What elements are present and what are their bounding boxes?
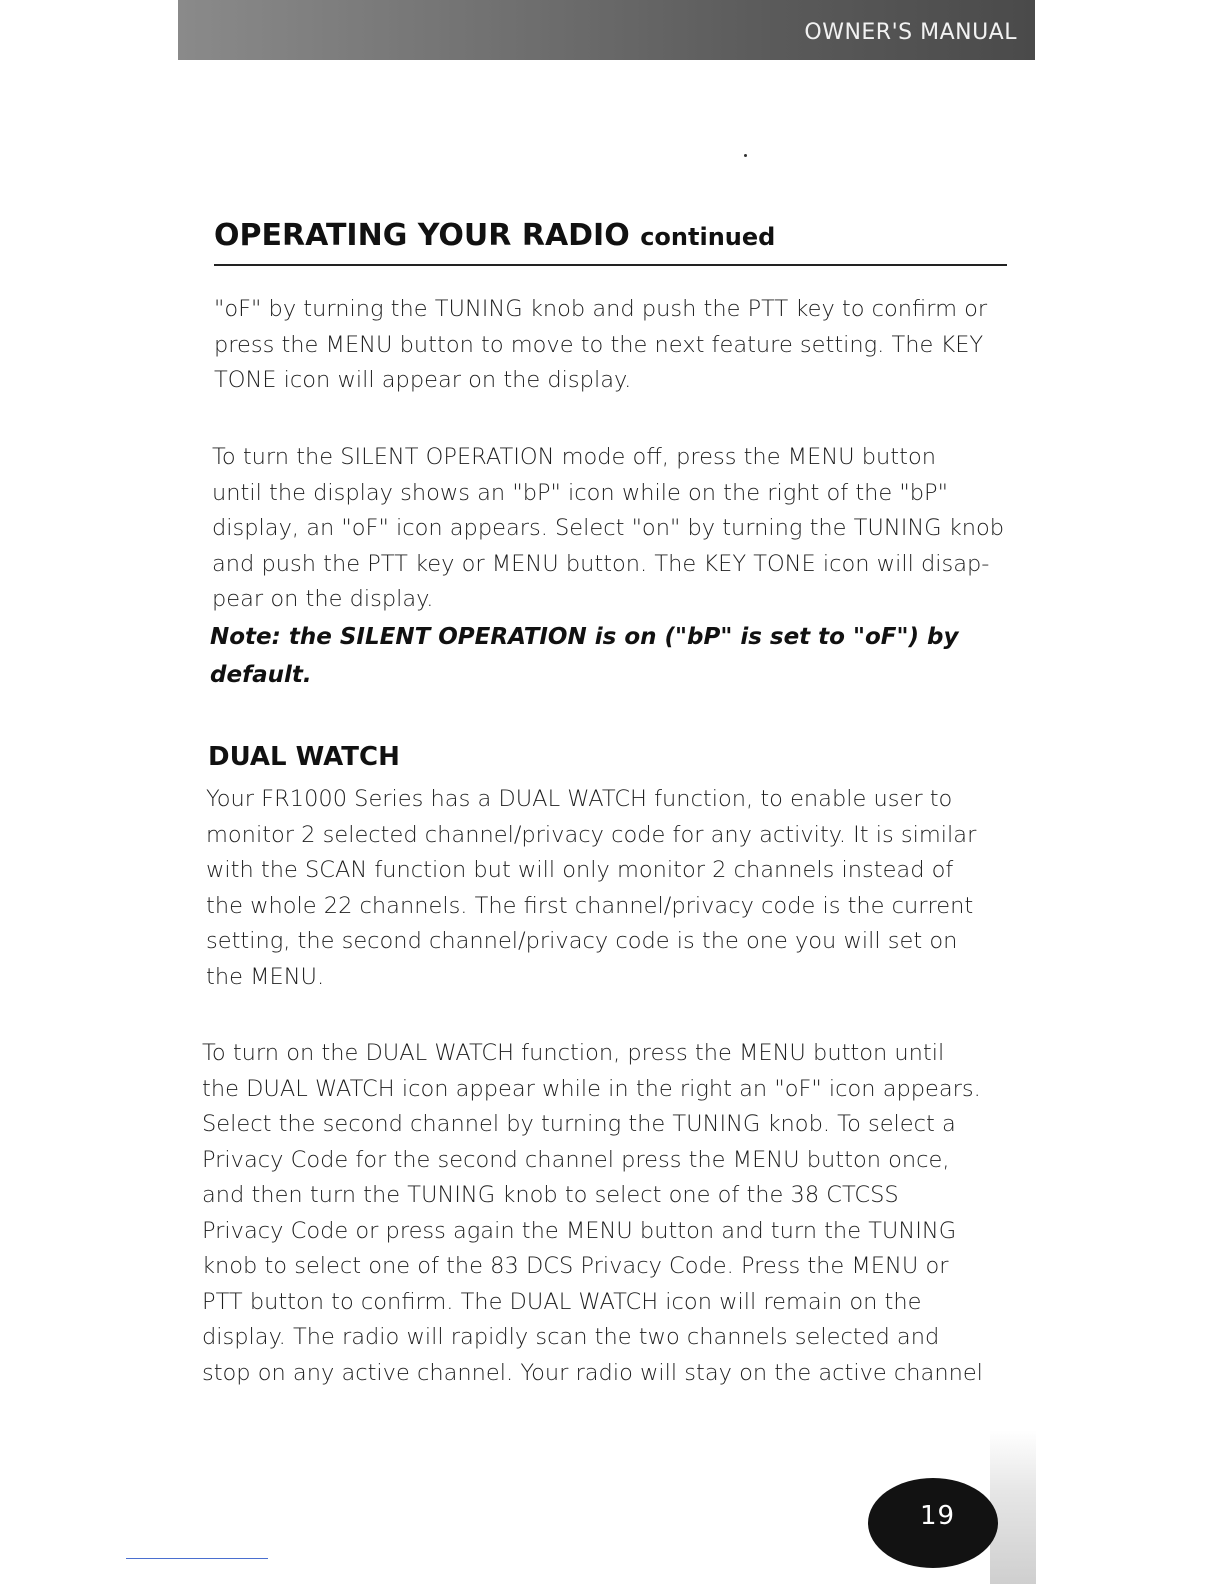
footer-rule	[126, 1558, 268, 1559]
text-line: Your FR1000 Series has a DUAL WATCH function, to enable user to	[206, 786, 953, 812]
text-line: until the display shows an "bP" icon while on the right of the "bP"	[212, 479, 948, 506]
text-line: display. The radio will rapidly scan the two channels selected and	[202, 1324, 940, 1350]
text-line: stop on any active channel. Your radio will stay on the active channel	[202, 1359, 983, 1386]
text-line: the whole 22 channels. The first channel/privacy code is the current	[206, 892, 974, 919]
page-number: 19	[920, 1501, 956, 1531]
note-line: default.	[210, 662, 312, 688]
scan-speck	[744, 154, 747, 157]
section-rule	[214, 264, 1007, 266]
text-line: and then turn the TUNING knob to select one of the 38 CTCSS	[202, 1182, 899, 1208]
text-line: knob to select one of the 83 DCS Privacy Code. Press the MENU or	[202, 1253, 949, 1279]
text-line: Privacy Code for the second channel press the MENU button once,	[202, 1146, 950, 1173]
corner-shade	[990, 1430, 1036, 1584]
text-line: with the SCAN function but will only monitor 2 channels instead of	[206, 857, 954, 883]
text-line: To turn on the DUAL WATCH function, press the MENU button until	[202, 1040, 945, 1066]
dual-watch-heading: DUAL WATCH	[208, 742, 400, 772]
text-line: To turn the SILENT OPERATION mode off, press the MENU button	[212, 444, 936, 470]
text-line: the MENU.	[206, 963, 325, 990]
text-line: Privacy Code or press again the MENU button and turn the TUNING	[202, 1217, 957, 1244]
section-title-main: OPERATING YOUR RADIO	[214, 218, 630, 253]
text-line: and push the PTT key or MENU button. The KEY TONE icon will disap-	[212, 550, 990, 577]
note-default	[210, 618, 1010, 694]
text-line: display, an "oF" icon appears. Select "on" by turning the TUNING knob	[212, 515, 1005, 541]
paragraph-key-tone	[214, 292, 1014, 399]
text-line: PTT button to confirm. The DUAL WATCH icon will remain on the	[202, 1288, 922, 1315]
text-line: "oF" by turning the TUNING knob and push the PTT key to confirm or	[214, 296, 988, 322]
section-title	[214, 218, 775, 253]
text-line: setting, the second channel/privacy code is the one you will set on	[206, 928, 958, 954]
header-band	[178, 0, 1035, 60]
note-line: Note: the SILENT OPERATION is on ("bP" is set to "oF") by	[210, 624, 959, 650]
paragraph-silent-operation	[212, 440, 1012, 618]
text-line: Select the second channel by turning the TUNING knob. To select a	[202, 1111, 956, 1137]
text-line: TONE icon will appear on the display.	[214, 367, 632, 393]
header-title: OWNER'S MANUAL	[804, 20, 1017, 45]
text-line: press the MENU button to move to the next feature setting. The KEY	[214, 331, 984, 358]
text-line: monitor 2 selected channel/privacy code for any activity. It is similar	[206, 821, 977, 848]
paragraph-dual-watch-steps	[202, 1036, 1002, 1391]
paragraph-dual-watch-intro	[206, 782, 1006, 995]
section-title-suffix: continued	[640, 223, 776, 251]
text-line: the DUAL WATCH icon appear while in the right an "oF" icon appears.	[202, 1075, 981, 1102]
text-line: pear on the display.	[212, 586, 434, 612]
